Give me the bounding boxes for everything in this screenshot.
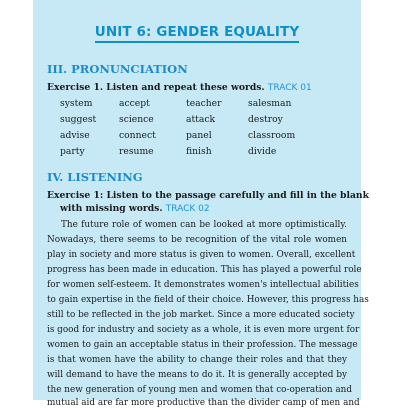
- textbook-page: [33, 0, 369, 408]
- passage-line: is good for industry and society as a whole, it is even more urgent for: [47, 325, 360, 335]
- word-item: divide: [248, 146, 277, 157]
- word-item: panel: [186, 130, 212, 141]
- word-item: connect: [119, 130, 156, 141]
- word-item: system: [60, 98, 93, 109]
- listening-exercise-line2: with missing words. TRACK 02: [60, 203, 210, 214]
- listening-heading: IV. LISTENING: [47, 170, 143, 184]
- passage-line: for women self-esteem. It demonstrates women's intellectual abilities: [47, 280, 359, 290]
- track-01-label: TRACK 01: [267, 83, 312, 93]
- passage-line: progress has been made in education. This has played a powerful role: [47, 265, 362, 275]
- word-item: accept: [119, 98, 150, 109]
- listening-exercise-line1: Exercise 1: Listen to the passage carefully and fill in the blank: [47, 190, 369, 201]
- word-item: suggest: [60, 114, 97, 125]
- word-item: salesman: [248, 98, 292, 109]
- pronunciation-exercise-label: Exercise 1. Listen and repeat these words. TRACK 01: [47, 82, 312, 93]
- passage-line: mutual aid are far more productive than the divider camp of men and: [47, 398, 360, 408]
- word-item: science: [119, 114, 154, 125]
- word-item: party: [60, 146, 85, 157]
- passage-line: will demand to have the means to do it. It is generally accepted by: [47, 370, 347, 380]
- passage-line: still to be reflected in the job market. Since a more educated society: [47, 310, 355, 320]
- passage-line: Nowadays, there seems to be recognition of the vital role women: [47, 235, 347, 245]
- word-item: finish: [186, 146, 212, 157]
- passage-line: women to gain an acceptable status in their profession. The message: [47, 340, 358, 350]
- unit-title: UNIT 6: GENDER EQUALITY: [33, 24, 361, 40]
- passage-line: to gain expertise in the field of their choice. However, this progress has: [47, 295, 369, 305]
- word-item: attack: [186, 114, 216, 125]
- passage-line: play in society and more status is given to women. Overall, excellent: [47, 250, 356, 260]
- passage-line: The future role of women can be looked at more optimistically.: [61, 220, 347, 230]
- word-item: advise: [60, 130, 90, 141]
- word-item: teacher: [186, 98, 222, 109]
- word-item: resume: [119, 146, 154, 157]
- pronunciation-heading: III. PRONUNCIATION: [47, 62, 188, 76]
- word-item: destroy: [248, 114, 283, 125]
- passage-line: is that women have the ability to change their roles and that they: [47, 355, 347, 365]
- passage-line: the new generation of young men and women that co-operation and: [47, 385, 353, 395]
- track-02-label: TRACK 02: [165, 204, 210, 214]
- word-item: classroom: [248, 130, 296, 141]
